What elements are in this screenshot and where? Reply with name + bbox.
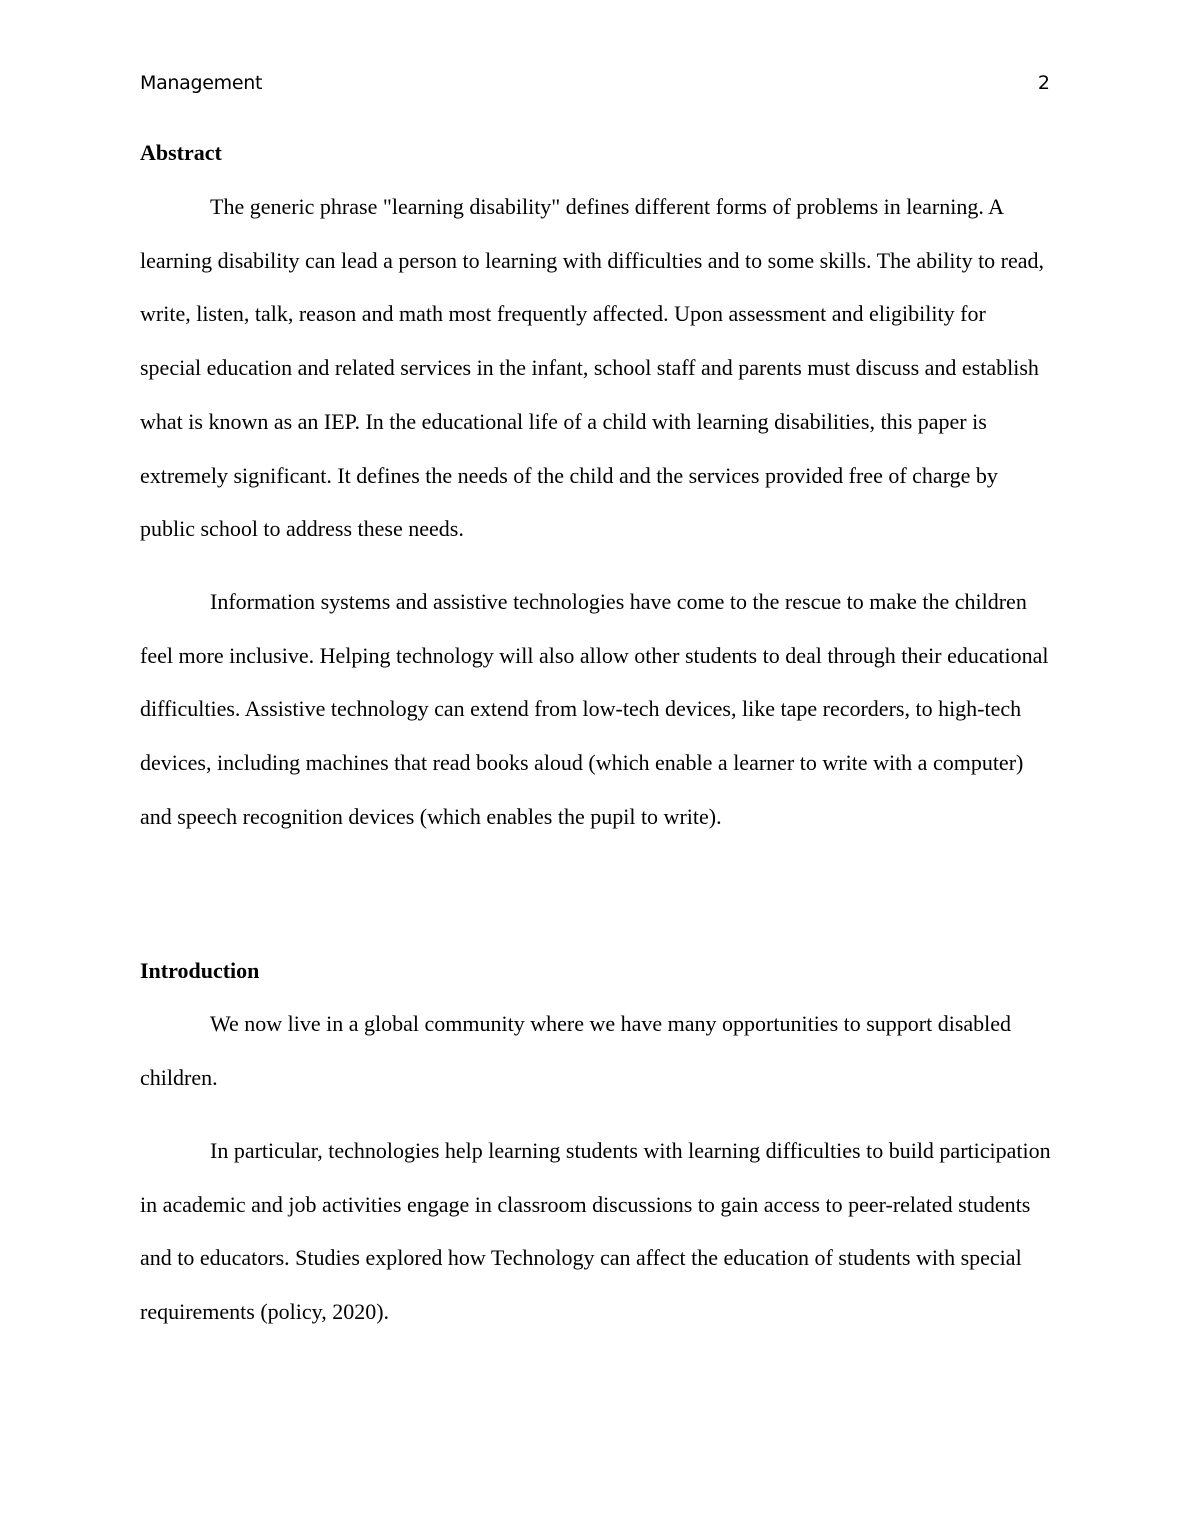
abstract-paragraph-2: Information systems and assistive technologies have come to the rescue to make the children feel more inclusive. Helping technology will also allow other students to deal through their educational difficulties. Assistive technology can extend from low-tech devices, like tape recorders, to high-tech devices, including machines that read books aloud (which enable a learner to write with a computer) and speech recognition devices (which enables the pupil to write). xyxy=(140,589,1049,829)
abstract-paragraph-1: The generic phrase "learning disability" defines different forms of problems in learning. A learning disability can lead a person to learning with difficulties and to some skills. The ability to read, write, listen, talk, reason and math most frequently affected. Upon assessment and eligibility for special education and related services in the infant, school staff and parents must discuss and establish what is known as an IEP. In the educational life of a child with learning disabilities, this paper is extremely significant. It defines the needs of the child and the services provided free of charge by public school to address these needs. xyxy=(140,194,1045,542)
running-head: Management xyxy=(140,72,263,94)
introduction-paragraph-1: We now live in a global community where we have many opportunities to support disabled children. xyxy=(140,1011,1012,1090)
page-number: 2 xyxy=(1037,72,1050,94)
introduction-paragraph-2: In particular, technologies help learning students with learning difficulties to build participation in academic and job activities engage in classroom discussions to gain access to peer-related students and to educators. Studies explored how Technology can affect the education of students with special requirements (policy, 2020). xyxy=(140,1138,1051,1325)
abstract-heading: Abstract xyxy=(140,140,222,165)
introduction-heading: Introduction xyxy=(140,958,260,983)
